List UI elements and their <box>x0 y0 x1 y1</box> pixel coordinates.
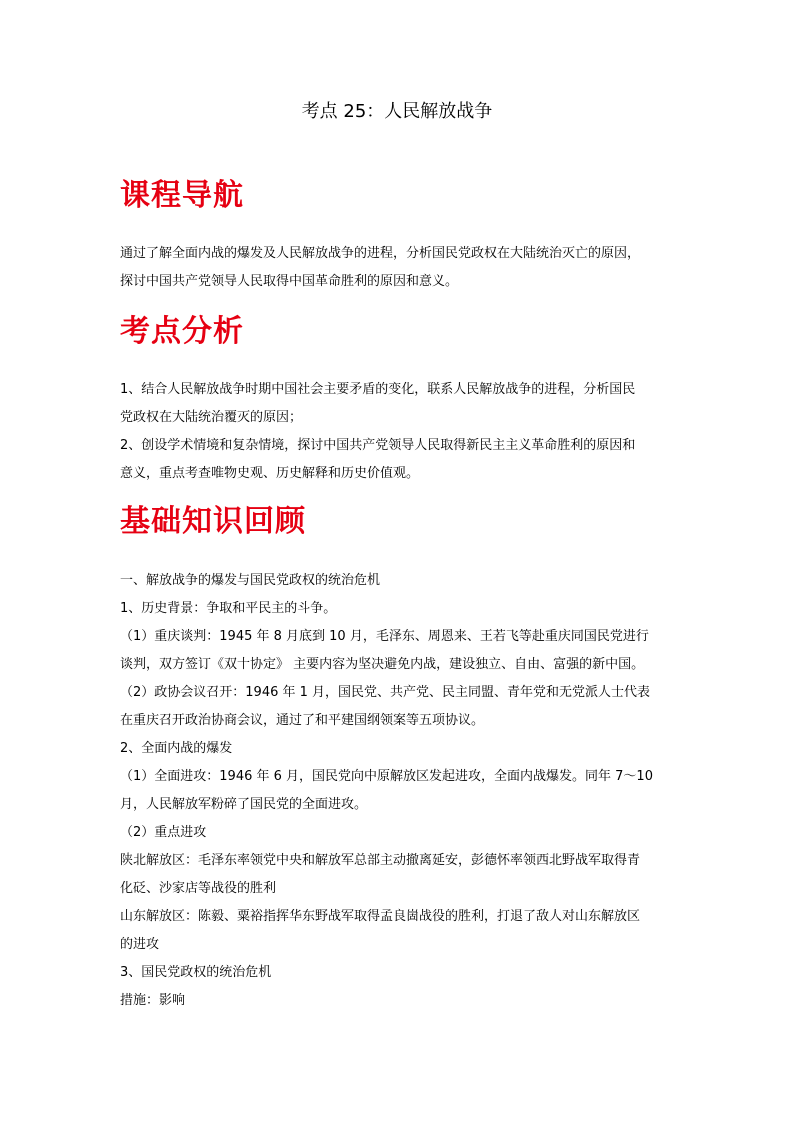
content-line: （2）政协会议召开：1946 年 1 月，国民党、共产党、民主同盟、青年党和无党派人士代表 <box>120 685 651 700</box>
paragraph-line: 通过了解全面内战的爆发及人民解放战争的进程，分析国民党政权在大陆统治灭亡的原因， <box>120 246 641 261</box>
content-line: 措施：影响 <box>120 993 186 1008</box>
exam-analysis-paragraph <box>120 376 680 488</box>
content-line: 化砭、沙家店等战役的胜利 <box>120 881 277 896</box>
content-line: 月，人民解放军粉碎了国民党的全面进攻。 <box>120 797 368 812</box>
content-line: 的进攻 <box>120 937 160 952</box>
content-line: 2、全面内战的爆发 <box>120 741 233 756</box>
content-line: 一、解放战争的爆发与国民党政权的统治危机 <box>120 573 381 588</box>
heading-exam-analysis: 考点分析 <box>120 314 244 349</box>
content-line: （1）重庆谈判：1945 年 8 月底到 10 月，毛泽东、周恩来、王若飞等赴重庆同国民党进行 <box>120 629 649 644</box>
paragraph-line: 探讨中国共产党领导人民取得中国革命胜利的原因和意义。 <box>120 274 459 289</box>
paragraph-line: 意义，重点考查唯物史观、历史解释和历史价值观。 <box>120 466 420 481</box>
content-line: 山东解放区：陈毅、粟裕指挥华东野战军取得孟良崮战役的胜利，打退了敌人对山东解放区 <box>120 909 641 924</box>
page-title: 考点 25：人民解放战争 <box>301 101 493 122</box>
paragraph-line: 2、创设学术情境和复杂情境，探讨中国共产党领导人民取得新民主主义革命胜利的原因和 <box>120 438 636 453</box>
basic-knowledge-content <box>120 567 680 1015</box>
heading-basic-knowledge-review: 基础知识回顾 <box>120 504 306 539</box>
heading-course-navigation: 课程导航 <box>120 178 244 213</box>
course-navigation-paragraph <box>120 240 680 296</box>
content-line: 3、国民党政权的统治危机 <box>120 965 272 980</box>
content-line: 谈判，双方签订《双十协定》 主要内容为坚决避免内战，建设独立、自由、富强的新中国。 <box>120 657 645 672</box>
paragraph-line: 党政权在大陆统治覆灭的原因； <box>120 410 303 425</box>
paragraph-line: 1、结合人民解放战争时期中国社会主要矛盾的变化，联系人民解放战争的进程，分析国民 <box>120 382 636 397</box>
content-line: 陕北解放区：毛泽东率领党中央和解放军总部主动撤离延安，彭德怀率领西北野战军取得青 <box>120 853 641 868</box>
content-line: 在重庆召开政治协商会议，通过了和平建国纲领案等五项协议。 <box>120 713 485 728</box>
content-line: 1、历史背景：争取和平民主的斗争。 <box>120 601 337 616</box>
content-line: （1）全面进攻：1946 年 6 月，国民党向中原解放区发起进攻，全面内战爆发。同年 7～10 <box>120 769 653 784</box>
content-line: （2）重点进攻 <box>120 825 207 840</box>
